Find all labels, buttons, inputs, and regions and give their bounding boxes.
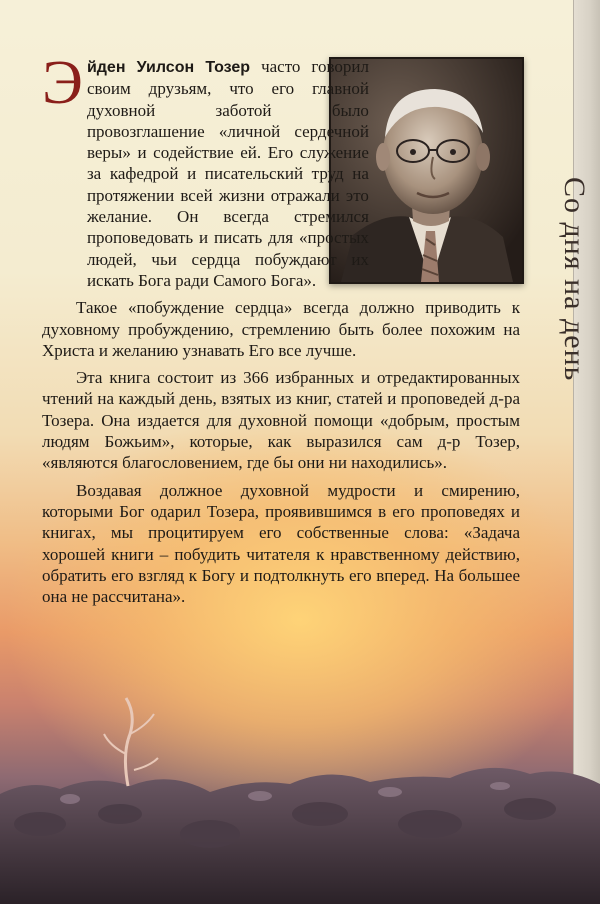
paragraph-1-wrap [87,56,369,291]
book-spine [558,0,600,904]
spine-title: Со дня на день [558,177,591,382]
paragraph-3: Эта книга состоит из 366 избранных и отредактированных чтений на каждый день, взятых из книг, статей и проповедей д-ра Тозера. Она издается для духовной помощи «добрым, простым людям Божьим», которые, как выразился сам д-р Тозер, «являются благословением, где бы они ни находились». [42,368,520,473]
paragraph-2: Такое «побуждение сердца» всегда должно приводить к духовному пробуждению, стремлению быть более похожим на Христа и желанию узнавать Его все лучше. [42,298,520,360]
paragraph-4: Воздавая должное духовной мудрости и смирению, которыми Бог одарил Тозера, проявившимся в его проповедях и книгах, мы процитируем его собственные слова: «Задача хорошей книги – побудить читателя к нравственному действию, обратить его взгляд к Богу и подтолкнуть его вперед. На большее она не рассчитана». [42,480,520,607]
paragraph-1-text: часто говорил своим друзьям, что его главной духовной заботой было провозглашение «личной сердечной веры» и содействие ей. Его служение за кафедрой и писательский труд на протяжении всей жизни отражали это желание. Он всегда стремился проповедовать и писать для «простых людей, чьи сердца побуждают их искать Бога ради Самого Бога». [86,57,369,290]
dropcap-letter: Э [42,49,83,117]
description-text [42,49,520,607]
author-name: йден Уилсон Тозер [86,59,251,76]
soil-sprout-icon [0,674,600,904]
